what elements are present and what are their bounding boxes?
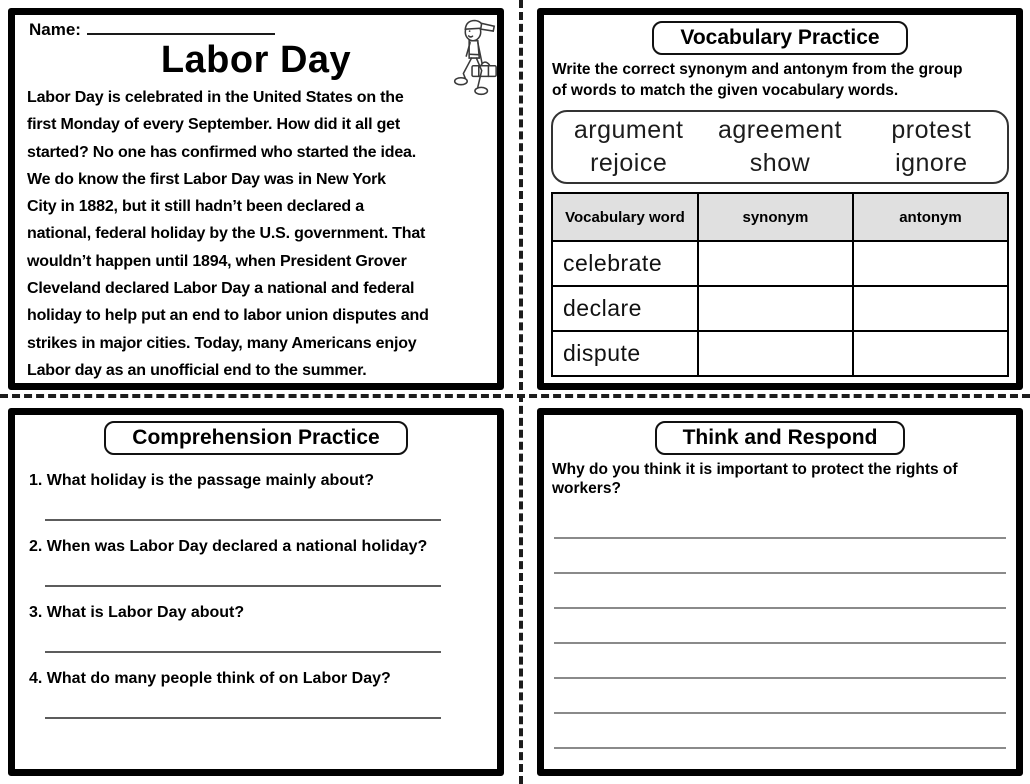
writing-line-6[interactable] [554,679,1006,714]
word-bank-word: rejoice [590,149,668,177]
writing-line-5[interactable] [554,644,1006,679]
vocabulary-title: Vocabulary Practice [652,21,907,55]
table-row [552,286,1008,331]
vocab-word: celebrate [552,241,698,286]
respond-prompt [552,460,1016,498]
writing-line-4[interactable] [554,609,1006,644]
writing-line-7[interactable] [554,714,1006,749]
writing-line-3[interactable] [554,574,1006,609]
word-bank-word: show [749,149,811,177]
writing-line-1[interactable] [554,504,1006,539]
comprehension-panel [8,408,504,776]
prompt-line: workers? [552,480,621,497]
prompt-line: Why do you think it is important to protect the rights of [552,461,958,478]
passage-title: Labor Day [160,39,352,81]
vocabulary-instructions [552,59,1016,101]
vocabulary-table [551,192,1009,377]
passage-line: Labor Day is celebrated in the United States on the [27,89,404,106]
vocabulary-panel [537,8,1023,390]
passage-line: We do know the first Labor Day was in New York [27,170,386,188]
answer-line-1[interactable] [45,519,441,521]
question-4: 4. What do many people think of on Labor Day? [29,670,391,687]
answer-line-2[interactable] [45,585,441,587]
synonym-answer-cell[interactable] [698,241,853,286]
vocab-word: declare [552,286,698,331]
horizontal-cut-line [0,394,1030,398]
passage-text [27,84,497,384]
vocab-word: dispute [552,331,698,376]
word-bank-word: argument [573,116,684,144]
answer-line-4[interactable] [45,717,441,719]
antonym-answer-cell[interactable] [853,286,1008,331]
word-bank-word: protest [891,116,972,144]
passage-line: Cleveland declared Labor Day a national and federal [27,280,415,298]
writing-lines [544,504,1016,749]
question-1: 1. What holiday is the passage mainly about? [29,472,374,489]
word-bank [551,110,1009,184]
table-row [552,331,1008,376]
question-3: 3. What is Labor Day about? [29,604,245,621]
passage-line: holiday to help put an end to labor union disputes and [27,307,429,325]
word-bank-word: ignore [895,149,968,177]
antonym-answer-cell[interactable] [853,241,1008,286]
passage-line: first Monday of every September. How did it all get [27,116,400,134]
table-header-row [552,193,1008,241]
passage-panel [8,8,504,390]
comprehension-title: Comprehension Practice [104,421,407,455]
header-antonym: antonym [853,193,1008,241]
word-bank-word: agreement [717,116,842,144]
name-label: Name: [29,20,81,39]
passage-line: started? No one has confirmed who started the idea. [27,143,416,161]
synonym-answer-cell[interactable] [698,331,853,376]
writing-line-2[interactable] [554,539,1006,574]
passage-line: national, federal holiday by the U.S. government. That [27,225,426,243]
vertical-cut-line [519,0,523,784]
header-synonym: synonym [698,193,853,241]
instruction-line: of words to match the given vocabulary words. [552,82,899,99]
think-respond-title: Think and Respond [655,421,906,455]
header-vocabulary-word: Vocabulary word [552,193,698,241]
passage-line: Labor day as an unofficial end to the summer. [27,361,367,379]
table-row [552,241,1008,286]
name-input-line[interactable] [87,22,275,35]
synonym-answer-cell[interactable] [698,286,853,331]
worker-clipart-icon [446,15,500,105]
name-row [29,20,497,40]
passage-line: City in 1882, but it still hadn’t been declared a [27,198,364,216]
instruction-line: Write the correct synonym and antonym from the group [552,61,963,78]
think-respond-panel [537,408,1023,776]
answer-line-3[interactable] [45,651,441,653]
passage-line: wouldn’t happen until 1894, when President Grover [27,252,407,270]
passage-line: strikes in major cities. Today, many Americans enjoy [27,334,417,352]
question-2: 2. When was Labor Day declared a national holiday? [29,538,428,555]
antonym-answer-cell[interactable] [853,331,1008,376]
